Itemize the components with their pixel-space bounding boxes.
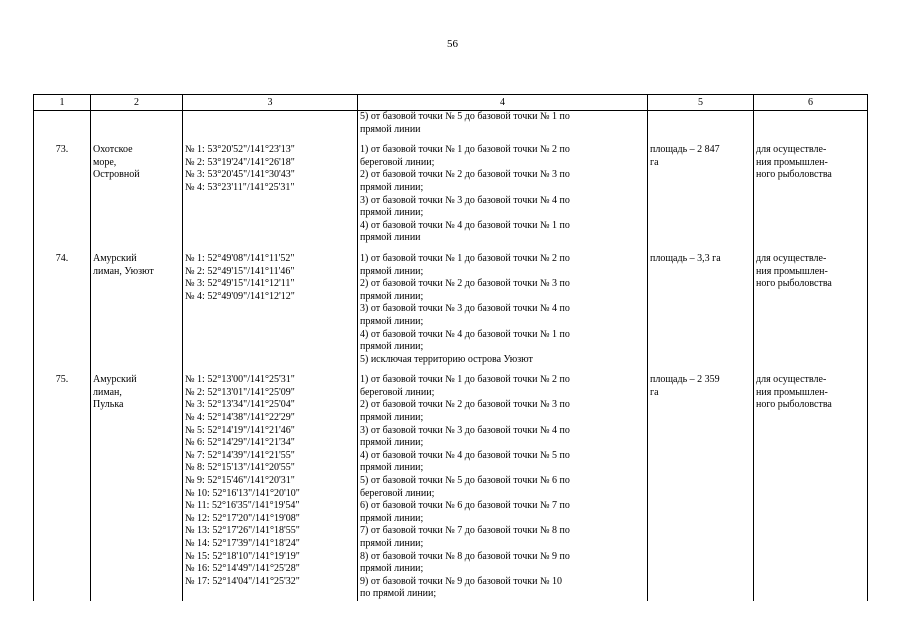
coordinate-line: № 17: 52°14'04"/141°25'32"	[185, 575, 300, 587]
purpose-line: ния промышлен-	[756, 156, 828, 168]
coordinate-line: № 14: 52°17'39"/141°18'24"	[185, 538, 300, 549]
coordinate-line: № 3: 52°49'15"/141°12'11"	[185, 278, 295, 290]
boundary-line: прямой линии;	[360, 315, 424, 327]
boundary-line: 8) от базовой точки № 8 до базовой точки № 9 по	[360, 550, 570, 562]
area-name-line: лиман,	[93, 386, 122, 398]
area-name-line: лиман, Уюзют	[93, 265, 154, 277]
coordinate-line: № 6: 52°14'29"/141°21'34"	[185, 437, 295, 449]
carry-over-cell	[358, 111, 648, 137]
area-name-cell	[91, 253, 183, 366]
boundary-line: прямой линии	[360, 123, 421, 135]
column-header: 3	[183, 95, 358, 111]
boundary-line: прямой линии;	[360, 341, 424, 353]
coordinate-line: № 2: 53°19'24"/141°26'18"	[185, 156, 295, 168]
boundary-line: прямой линии;	[360, 437, 424, 449]
row-number: 74.	[34, 253, 91, 366]
area-name-line: Пулька	[93, 399, 124, 411]
coordinate-line: № 3: 52°13'34"/141°25'04"	[185, 399, 295, 411]
boundary-line: 4) от базовой точки № 4 до базовой точки № 1 по	[360, 219, 570, 231]
area-size-line: площадь – 2 847	[650, 144, 720, 156]
boundary-line: 5) от базовой точки № 5 до базовой точки № 1 по	[360, 111, 570, 122]
boundary-line: прямой линии;	[360, 462, 424, 474]
coordinate-line: № 4: 52°49'09"/141°12'12"	[185, 290, 295, 302]
row-number: 73.	[34, 144, 91, 245]
carry-over-row	[34, 111, 868, 137]
boundary-line: 2) от базовой точки № 2 до базовой точки № 3 по	[360, 278, 570, 290]
purpose-line: для осуществле-	[756, 374, 827, 386]
area-size-cell	[648, 374, 754, 601]
regulations-table	[33, 94, 868, 601]
coordinates-cell	[183, 374, 358, 601]
row-spacer	[34, 245, 868, 253]
column-header: 6	[754, 95, 868, 111]
coordinates-cell	[183, 144, 358, 245]
coordinate-line: № 1: 52°49'08"/141°11'52"	[185, 252, 295, 264]
boundary-line: 9) от базовой точки № 9 до базовой точки № 10	[360, 575, 563, 587]
coordinate-line: № 10: 52°16'13"/141°20'10"	[185, 487, 300, 499]
table-row	[34, 253, 868, 366]
column-header: 1	[34, 95, 91, 111]
table-body	[34, 111, 868, 601]
purpose-line: ния промышлен-	[756, 386, 828, 398]
purpose-cell	[754, 374, 868, 601]
boundary-line: 7) от базовой точки № 7 до базовой точки № 8 по	[360, 525, 570, 537]
coordinate-line: № 4: 52°14'38"/141°22'29"	[185, 412, 295, 424]
boundary-line: прямой линии;	[360, 265, 424, 277]
row-spacer	[34, 366, 868, 374]
coordinate-line: № 12: 52°17'20"/141°19'08"	[185, 512, 300, 524]
column-header: 5	[648, 95, 754, 111]
boundary-line: прямой линии;	[360, 563, 424, 575]
boundary-line: прямой линии;	[360, 512, 424, 524]
boundary-line: береговой линии;	[360, 386, 435, 398]
area-size-line: площадь – 3,3 га	[650, 252, 721, 264]
coordinate-line: № 2: 52°49'15"/141°11'46"	[185, 265, 295, 277]
coordinate-line: № 9: 52°15'46"/141°20'31"	[185, 475, 295, 487]
row-spacer	[34, 136, 868, 144]
boundary-line: береговой линии;	[360, 487, 435, 499]
area-name-line: Островной	[93, 169, 140, 181]
area-size-line: площадь – 2 359	[650, 374, 720, 386]
area-name-line: море,	[93, 156, 117, 168]
boundary-line: 2) от базовой точки № 2 до базовой точки № 3 по	[360, 169, 570, 181]
boundary-line: по прямой линии;	[360, 588, 437, 600]
boundary-line: прямой линии;	[360, 412, 424, 424]
boundary-line: 3) от базовой точки № 3 до базовой точки № 4 по	[360, 194, 570, 206]
area-size-line: га	[650, 386, 659, 398]
coordinate-line: № 15: 52°18'10"/141°19'19"	[185, 550, 300, 562]
boundary-line: 5) исключая территорию острова Уюзют	[360, 353, 533, 365]
boundary-line: 1) от базовой точки № 1 до базовой точки № 2 по	[360, 144, 570, 156]
boundary-line: прямой линии;	[360, 207, 424, 219]
column-header: 4	[358, 95, 648, 111]
row-number: 75.	[34, 374, 91, 601]
table-row	[34, 144, 868, 245]
purpose-line: для осуществле-	[756, 252, 827, 264]
column-header: 2	[91, 95, 183, 111]
coordinate-line: № 7: 52°14'39"/141°21'55"	[185, 449, 295, 461]
coordinate-line: № 5: 52°14'19"/141°21'46"	[185, 424, 295, 436]
coordinate-line: № 2: 52°13'01"/141°25'09"	[185, 386, 295, 398]
area-name-cell	[91, 374, 183, 601]
coordinates-cell	[183, 253, 358, 366]
area-name-line: Амурский	[93, 374, 137, 386]
purpose-line: ного рыболовства	[756, 169, 832, 181]
table-row	[34, 374, 868, 601]
boundary-line: прямой линии;	[360, 181, 424, 193]
boundary-line: 3) от базовой точки № 3 до базовой точки № 4 по	[360, 424, 570, 436]
coordinate-line: № 16: 52°14'49"/141°25'28"	[185, 563, 300, 575]
purpose-line: ного рыболовства	[756, 278, 832, 290]
boundary-line: прямой линии;	[360, 538, 424, 549]
area-size-cell	[648, 144, 754, 245]
purpose-cell	[754, 144, 868, 245]
area-name-line: Амурский	[93, 252, 137, 264]
boundary-cell	[358, 374, 648, 601]
purpose-cell	[754, 253, 868, 366]
boundary-line: 4) от базовой точки № 4 до базовой точки № 1 по	[360, 328, 570, 340]
boundary-line: береговой линии;	[360, 156, 435, 168]
boundary-line: 2) от базовой точки № 2 до базовой точки № 3 по	[360, 399, 570, 411]
boundary-line: прямой линии;	[360, 290, 424, 302]
coordinate-line: № 4: 53°23'11"/141°25'31"	[185, 181, 295, 193]
coordinate-line: № 13: 52°17'26"/141°18'55"	[185, 525, 300, 537]
boundary-cell	[358, 253, 648, 366]
header-row	[34, 95, 868, 111]
purpose-line: для осуществле-	[756, 144, 827, 156]
coordinate-line: № 3: 53°20'45"/141°30'43"	[185, 169, 295, 181]
area-name-cell	[91, 144, 183, 245]
boundary-cell	[358, 144, 648, 245]
coordinate-line: № 1: 53°20'52"/141°23'13"	[185, 144, 295, 156]
boundary-line: прямой линии	[360, 232, 421, 244]
boundary-line: 6) от базовой точки № 6 до базовой точки № 7 по	[360, 500, 570, 512]
boundary-line: 1) от базовой точки № 1 до базовой точки № 2 по	[360, 252, 570, 264]
boundary-line: 1) от базовой точки № 1 до базовой точки № 2 по	[360, 374, 570, 386]
area-name-line: Охотское	[93, 144, 133, 156]
boundary-line: 4) от базовой точки № 4 до базовой точки № 5 по	[360, 449, 570, 461]
area-size-cell	[648, 253, 754, 366]
boundary-line: 3) от базовой точки № 3 до базовой точки № 4 по	[360, 303, 570, 315]
boundary-line: 5) от базовой точки № 5 до базовой точки № 6 по	[360, 475, 570, 487]
coordinate-line: № 1: 52°13'00"/141°25'31"	[185, 374, 295, 386]
area-size-line: га	[650, 156, 659, 168]
coordinate-line: № 11: 52°16'35"/141°19'54"	[185, 500, 300, 512]
purpose-line: ного рыболовства	[756, 399, 832, 411]
coordinate-line: № 8: 52°15'13"/141°20'55"	[185, 462, 295, 474]
page-number: 56	[447, 38, 458, 50]
purpose-line: ния промышлен-	[756, 265, 828, 277]
